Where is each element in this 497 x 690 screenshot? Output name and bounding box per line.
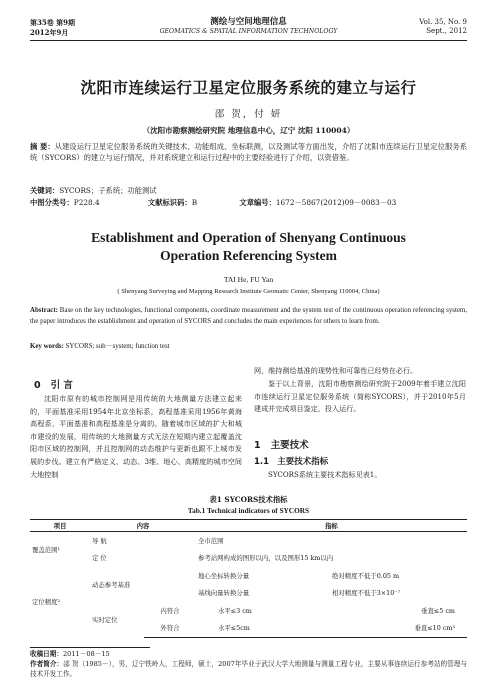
- title-en-line1: Establishment and Operation of Shenyang Continuous: [91, 230, 406, 245]
- header-content: 内容: [90, 520, 196, 532]
- table-header-row: [30, 520, 467, 532]
- section-0-heading: 0 引 言: [34, 380, 73, 391]
- keywords-cn: 关键词：SYCORS；子系统；功能测试: [30, 186, 157, 195]
- received-date: 收稿日期：2011－08－15: [30, 650, 110, 658]
- realtime: 实时定位: [92, 615, 118, 624]
- section-1-heading: 1 主要技术: [254, 440, 309, 451]
- realtime-internal-h: 水平≤3 cm: [218, 606, 252, 615]
- table-row: [30, 532, 467, 550]
- author-bio: 作者简介：邵 贺（1985－），男，辽宁铁岭人，工程师，硕士，2007年毕业于武汉大学大地测量与测量工程专业，主要从事连续运行参考站的管理与技术开发工作。: [30, 660, 468, 678]
- issue-label: 第35卷 第9期 2012年9月: [30, 18, 76, 37]
- volume-label: Vol. 35, No. 9 Sept., 2012: [419, 18, 467, 35]
- coverage-pos: 定 位: [92, 554, 107, 563]
- right-col-para1: 网，维持测绘基准的现势性和可靠性已经势在必行。: [254, 366, 418, 375]
- title-en-line2: Operation Referencing System: [160, 248, 337, 263]
- coverage-nav-value: 全市范围: [198, 536, 224, 545]
- page-title: 沈阳市连续运行卫星定位服务系统的建立与运行: [80, 79, 417, 97]
- header-rule: [30, 40, 467, 41]
- realtime-internal-v: 垂直≤5 cm: [421, 606, 455, 615]
- affiliation-en: ( Shenyang Surveying and Mapping Research Institute Geomatic Center, Shenyang 110004, China): [117, 288, 380, 295]
- section-1-1-heading: 1.1 主要技术指标: [254, 457, 329, 467]
- keywords-en: Key words: SYCORS; sub－system; function test: [30, 343, 170, 350]
- authors-en: TAI He, FU Yan: [223, 275, 274, 284]
- table-row: [30, 550, 467, 568]
- journal-name: 测绘与空间地理信息 GEOMATICS & SPATIAL INFORMATION TECHNOLOGY: [159, 17, 338, 35]
- header-item: 项目: [30, 520, 90, 532]
- header-index: 指标: [196, 520, 467, 532]
- abstract-cn: 摘 要：从建设运行卫星定位服务系统的关键技术、功能组成、坐标联测，以及测试等方面出发，介绍了沈阳市连续运行卫星定位服务系统（SYCORS）的建立与运行情况，并对系统建立和运行过程中的主要经验进行了介绍，以资借鉴。: [30, 142, 467, 162]
- footnote-rule: [30, 647, 150, 648]
- intro-paragraph: 沈阳市原有的城市控制网是用传统的大地测量方法建立起来的，平面基准采用1954年北京坐标系，高程基准采用1956年黄海高程系，平面基准和高程基准是分离的。随着城市区域的扩大和城市建设的发展，用传统的大地测量方式无法在短期内建立起覆盖沈阳市区域的控制网，并且控制网的动态维护与更新也跟不上城市发展的步伐。建立有严格定义、动态、3维、地心、高精度的城市空间大地控制: [30, 394, 242, 479]
- dynamic-reference: 动态参考基准: [92, 580, 131, 589]
- technical-indicators-table: [30, 519, 467, 638]
- abstract-en: Abstract: Base on the key technologies, functional components, coordinate measurement and the system test of the continuous operation referencing system, the paper introduces the establishment and operation of SYCORS and concludes the main experiences for others to learn from.: [30, 307, 467, 325]
- realtime-external-h: 水平≤5cm: [196, 620, 330, 638]
- table-row: [30, 567, 467, 585]
- table-caption-en: Tab.1 Technical indicators of SYCORS: [187, 506, 310, 515]
- table-row: [30, 602, 467, 620]
- dyn-geocentric-value: 绝对精度不低于0.05 m: [332, 571, 400, 580]
- coverage-item: 覆盖范围¹: [32, 545, 61, 554]
- table-caption-cn: 表1 SYCORS技术指标: [209, 495, 288, 504]
- authors-cn: 邵 贺，付 妍: [214, 109, 283, 120]
- dyn-baseline: 基线向量转换分量: [198, 589, 250, 598]
- realtime-internal: 内符合: [160, 606, 180, 615]
- section-1-1-text: SYCORS系统主要技术指标见表1。: [268, 470, 382, 479]
- realtime-external: 外符合: [144, 620, 196, 638]
- realtime-external-v: 垂直≤10 cm³: [330, 620, 467, 638]
- coverage-pos-value: 参考站网构成的图形以内，以及图形15 km以内: [198, 554, 334, 563]
- classification-line: 中图分类号：P228.4 文献标识码：B 文章编号：1672－5867(2012)09－0083－03: [30, 198, 397, 207]
- right-col-para2: 鉴于以上背景，沈阳市勘察测绘研究院于2009年着手建立沈阳市连续运行卫星定位服务系统（简称SYCORS），并于2010年5月建成并完成项目鉴定，投入运行。: [254, 379, 466, 414]
- coverage-nav: 导 航: [92, 536, 107, 545]
- accuracy-item: 定位精度²: [32, 598, 61, 607]
- affiliation-cn: （沈阳市勘察测绘研究院 地理信息中心，辽宁 沈阳 110004）: [142, 126, 355, 135]
- dyn-geocentric: 地心坐标转换分量: [198, 571, 250, 580]
- dyn-baseline-value: 相对精度不低于3×10⁻⁷: [332, 589, 401, 598]
